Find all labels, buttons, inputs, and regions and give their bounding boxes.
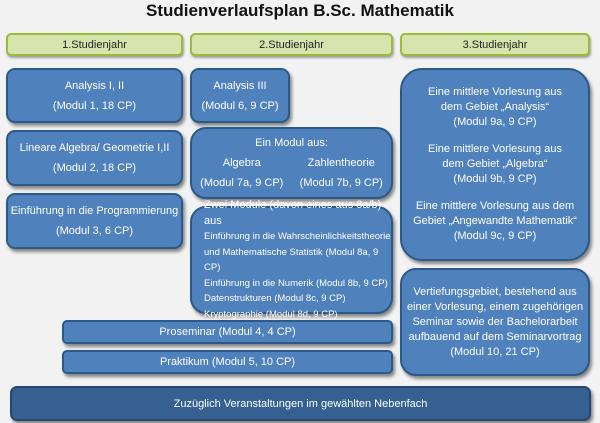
vertiefung-info: (Modul 10, 21 CP) [450, 345, 540, 358]
option-info: (Modul 7a, 9 CP) [200, 177, 284, 189]
vertiefung-line-2: einer Vorlesung, einem zugehörigen [406, 300, 584, 313]
module-name: Analysis I, II [64, 79, 125, 92]
two-modules-heading: Zwei Module (davon eines aus 8a/b) aus [204, 199, 382, 227]
lecture-9a-line-2: dem Gebiet „Analysis“ [440, 101, 550, 113]
lecture-9c-info: (Modul 9c, 9 CP) [453, 230, 537, 242]
module-info: (Modul 3, 6 CP) [55, 225, 134, 237]
module-analysis-3 [190, 68, 290, 123]
nebenfach-label: Zuzüglich Veranstaltungen im gewählten Nebenfach [173, 397, 428, 410]
vertiefung-line-3: Seminar sowie der Bachelorarbeit [412, 315, 578, 328]
module-8b: Einführung in die Numerik (Modul 8b, 9 CP) [204, 277, 388, 289]
option-name: Algebra [222, 157, 261, 169]
module-8c: Datenstrukturen (Modul 8c, 9 CP) [204, 293, 346, 304]
module-praktikum [62, 350, 393, 374]
option-algebra [200, 153, 283, 193]
year-header-1 [6, 33, 183, 56]
proseminar-label: Proseminar (Modul 4, 4 CP) [159, 326, 296, 338]
lecture-9b-info: (Modul 9b, 9 CP) [453, 173, 537, 185]
module-info: (Modul 6, 9 CP) [201, 99, 279, 112]
module-proseminar [62, 320, 393, 344]
module-9-lectures [400, 68, 590, 261]
option-info: (Modul 7b, 9 CP) [299, 177, 383, 189]
module-info: (Modul 2, 18 CP) [52, 162, 137, 174]
year-header-label: 3.Studienjahr [462, 38, 528, 51]
vertiefung-line-1: Vertiefungsgebiet, bestehend aus [413, 285, 577, 298]
nebenfach-bar [10, 386, 591, 421]
lecture-9b-line-2: dem Gebiet „Algebra“ [442, 158, 548, 170]
module-name: Lineare Algebra/ Geometrie I,II [19, 142, 170, 154]
module-name: Analysis III [213, 79, 267, 92]
lecture-9c-line-1: Eine mittlere Vorlesung aus dem [415, 200, 575, 212]
lecture-9b-line-1: Eine mittlere Vorlesung aus [428, 143, 562, 155]
year-header-3 [400, 33, 590, 56]
year-header-label: 1.Studienjahr [62, 38, 127, 51]
page-title: Studienverlaufsplan B.Sc. Mathematik [146, 1, 454, 20]
module-name: Einführung in die Programmierung [10, 205, 179, 217]
module-analysis-1-2 [6, 68, 183, 123]
option-name: Zahlentheorie [307, 157, 375, 169]
choice-heading: Ein Modul aus: [255, 137, 328, 149]
module-lineare-algebra [6, 130, 183, 186]
module-8a-line-1: Einführung in die Wahrscheinlichkeitstheorie [204, 231, 391, 242]
module-vertiefung [400, 268, 590, 376]
module-two-modules-8 [190, 199, 393, 320]
vertiefung-line-4: aufbauend auf dem Seminarvortrag [408, 330, 582, 343]
lecture-9c-line-2: Gebiet „Angewandte Mathematik“ [413, 215, 577, 227]
module-info: (Modul 1, 18 CP) [52, 99, 137, 112]
lecture-9a-line-1: Eine mittlere Vorlesung aus [428, 86, 562, 98]
module-8d: Kryptographie (Modul 8d, 9 CP) [204, 308, 338, 320]
option-zahlentheorie [300, 153, 383, 193]
choice-options [192, 153, 391, 193]
module-8a-line-2: und Mathematische Statistik (Modul 8a, 9 CP) [204, 246, 379, 273]
year-header-2 [190, 33, 393, 56]
module-programmierung [6, 193, 183, 249]
lecture-9a-info: (Modul 9a, 9 CP) [453, 116, 537, 128]
praktikum-label: Praktikum (Modul 5, 10 CP) [159, 356, 296, 368]
year-header-label: 2.Studienjahr [259, 38, 324, 51]
module-choice-7 [190, 127, 393, 199]
